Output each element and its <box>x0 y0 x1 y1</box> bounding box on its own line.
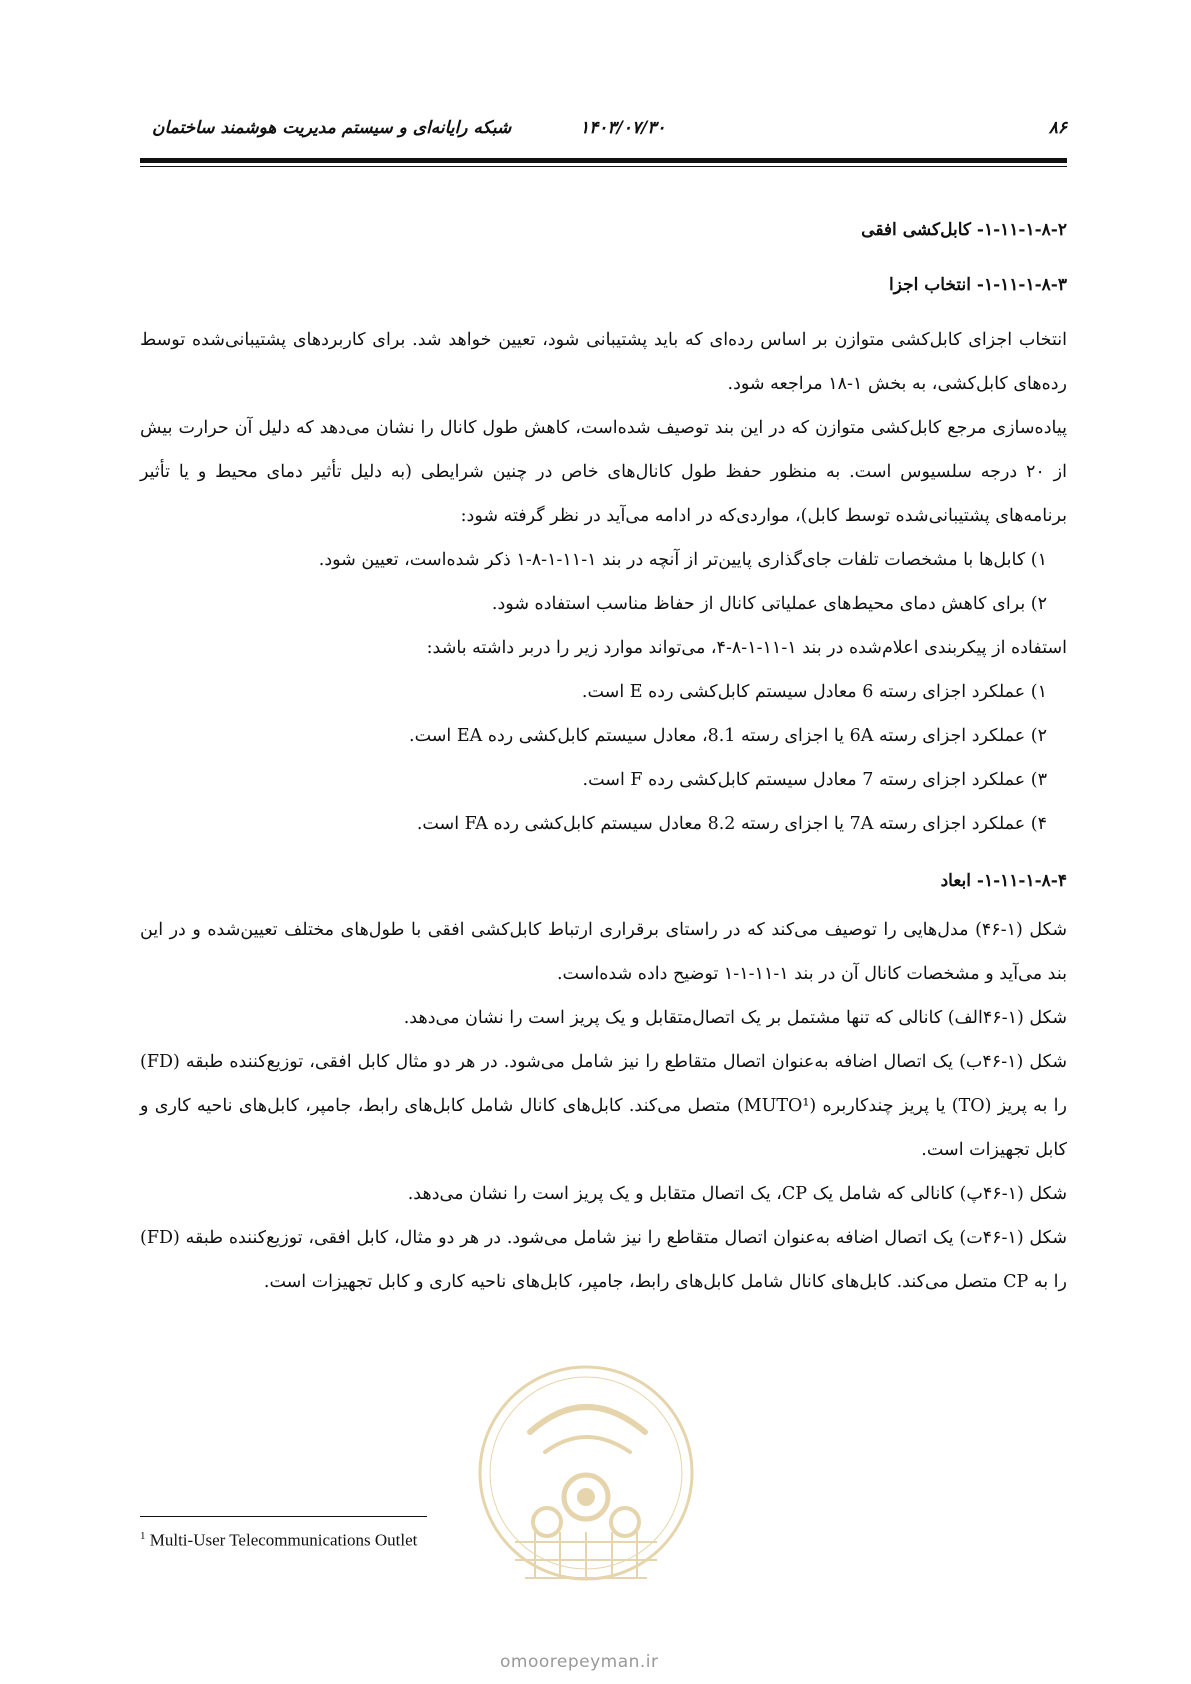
footnote <box>140 1530 417 1551</box>
header-date: ۱۴۰۳/۰۷/۳۰ <box>580 118 666 138</box>
paragraph: استفاده از پیکربندی اعلام‌شده در بند ۱-۱۱-۱-۸-۴، می‌تواند موارد زیر را دربر داشته باشد: <box>426 638 1067 658</box>
header-rule-thin <box>140 166 1067 167</box>
paragraph: شکل (۱-۴۶الف) کانالی که تنها مشتمل بر یک اتصال‌متقابل و یک پریز است را نشان می‌دهد. <box>403 1008 1067 1028</box>
paragraph: انتخاب اجزای کابل‌کشی متوازن بر اساس رده‌ای که باید پشتیبانی شود، تعیین خواهد شد. برای کاربردهای پشتیبانی‌شده توسط رده‌های کابل‌کشی، به بخش ۱-۱۸ مراجعه شود. <box>140 330 1067 394</box>
section-heading-dimensions: ۱-۱۱-۱-۸-۴- ابعاد <box>940 871 1067 891</box>
page-body <box>140 210 1067 1304</box>
section-heading-horizontal-cabling: ۱-۱۱-۱-۸-۲- کابل‌کشی افقی <box>861 220 1067 240</box>
paragraph: شکل (۱-۴۶) مدل‌هایی را توصیف می‌کند که در راستای برقراری ارتباط کابل‌کشی افقی با طول‌های مختلف تعیین‌شده و در این بند می‌آید و مشخصات کانال آن در بند ۱-۱۱-۱-۱ توضیح داده شده‌است. <box>140 920 1067 984</box>
header-rule-thick <box>140 158 1067 163</box>
list-item: ۱) کابل‌ها با مشخصات تلفات جای‌گذاری پایین‌تر از آنچه در بند ۱-۱۱-۱-۸-۱ ذکر شده‌است، تعیین شود. <box>318 550 1047 570</box>
paragraph: پیاده‌سازی مرجع کابل‌کشی متوازن که در این بند توصیف شده‌است، کاهش طول کانال را نشان می‌دهد که دلیل آن حرارت بیش از ۲۰ درجه سلسیوس است. به منظور حفظ طول کانال‌های خاص در چنین شرایطی (به دلیل تأثیر دمای محیط و یا تأثیر برنامه‌های پشتیبانی‌شده توسط کابل)، مواردی‌که در ادامه می‌آید در نظر گرفته شود: <box>140 418 1067 526</box>
list-item: ۲) عملکرد اجزای رسته 6A یا اجزای رسته 8.1، معادل سیستم کابل‌کشی رده EA است. <box>409 726 1047 746</box>
watermark-url: omoorepeyman.ir <box>500 1652 659 1672</box>
paragraph: شکل (۱-۴۶ب) یک اتصال اضافه به‌عنوان اتصال متقاطع را نیز شامل می‌شود. در هر دو مثال کابل افقی، توزیع‌کننده طبقه (FD) را به پریز (TO) یا پریز چندکاربره (MUTO¹) متصل می‌کند. کابل‌های کانال شامل کابل‌های رابط، جامپر، کابل‌های ناحیه کاری و کابل تجهیزات است. <box>140 1052 1067 1160</box>
page-header <box>140 118 1067 148</box>
paragraph: شکل (۱-۴۶ت) یک اتصال اضافه به‌عنوان اتصال متقاطع را نیز شامل می‌شود. در هر دو مثال، کابل افقی، توزیع‌کننده طبقه (FD) را به CP متصل می‌کند. کابل‌های کانال شامل کابل‌های رابط، جامپر، کابل‌های ناحیه کاری و کابل تجهیزات است. <box>140 1228 1067 1292</box>
list-item: ۱) عملکرد اجزای رسته 6 معادل سیستم کابل‌کشی رده E است. <box>581 682 1047 702</box>
paragraph: شکل (۱-۴۶پ) کانالی که شامل یک CP، یک اتصال متقابل و یک پریز است را نشان می‌دهد. <box>407 1184 1067 1204</box>
page-number: ۸۶ <box>1048 118 1067 138</box>
footnote-rule <box>140 1516 427 1517</box>
list-item: ۳) عملکرد اجزای رسته 7 معادل سیستم کابل‌کشی رده F است. <box>582 770 1047 790</box>
section-heading-component-selection: ۱-۱۱-۱-۸-۳- انتخاب اجزا <box>889 275 1067 295</box>
watermark-seal-icon <box>475 1362 697 1642</box>
header-title: شبکه رایانه‌ای و سیستم مدیریت هوشمند ساختمان <box>152 118 512 138</box>
list-item: ۴) عملکرد اجزای رسته 7A یا اجزای رسته 8.2 معادل سیستم کابل‌کشی رده FA است. <box>416 814 1047 834</box>
footnote-text: Multi-User Telecommunications Outlet <box>149 1530 418 1550</box>
list-item: ۲) برای کاهش دمای محیط‌های عملیاتی کانال از حفاظ مناسب استفاده شود. <box>491 594 1047 614</box>
footnote-marker: 1 <box>140 1530 146 1542</box>
